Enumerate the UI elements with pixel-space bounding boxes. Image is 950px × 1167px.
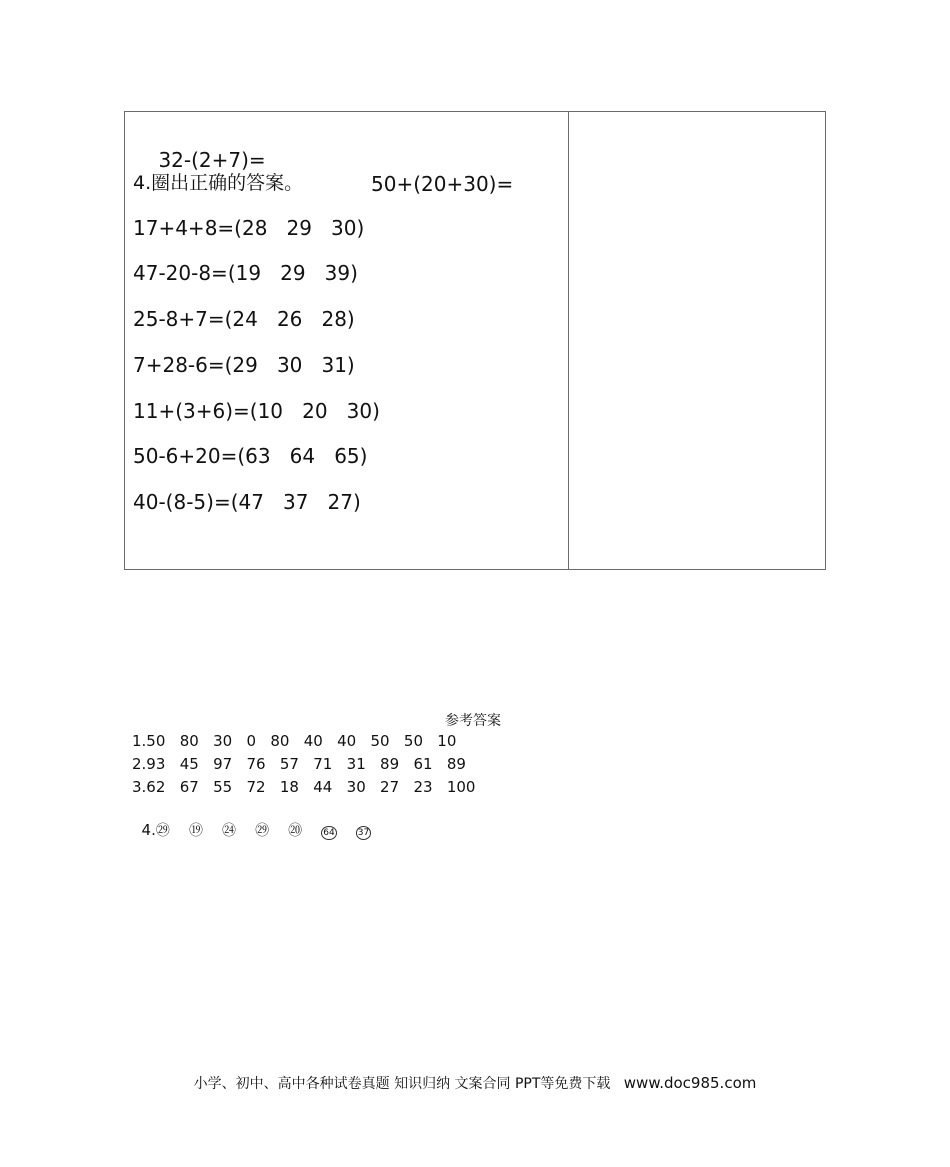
circled-answer: ⑳	[288, 823, 303, 839]
column-divider	[568, 112, 569, 569]
footer-text: 小学、初中、高中各种试卷真题 知识归纳 文案合同 PPT等免费下载	[193, 1076, 611, 1092]
q4-item: 50-6+20=(63 64 65)	[133, 444, 368, 468]
q4-item: 47-20-8=(19 29 39)	[133, 261, 358, 285]
circled-answer: ㉙	[155, 823, 170, 839]
q3-expr-right: 50+(20+30)=	[371, 172, 514, 196]
q4-item: 17+4+8=(28 29 30)	[133, 216, 365, 240]
q4-item: 7+28-6=(29 30 31)	[133, 353, 355, 377]
q4-item: 11+(3+6)=(10 20 30)	[133, 399, 380, 423]
q4-item: 40-(8-5)=(47 37 27)	[133, 490, 361, 514]
answer-line-q4	[132, 800, 371, 843]
circled-answer: ㉔	[222, 823, 237, 839]
answer-q4-prefix: 4.	[141, 821, 156, 839]
q3-expr-left: 32-(2+7)=	[158, 148, 266, 172]
exercise-table	[124, 111, 826, 570]
circled-answer: ㉙	[255, 823, 270, 839]
q4-heading: 4.圈出正确的答案。	[133, 172, 304, 194]
circled-answer: 64	[323, 828, 335, 838]
answer-line: 3.62 67 55 72 18 44 30 27 23 100	[132, 778, 476, 796]
circled-answer: ⑲	[188, 823, 203, 839]
q4-item: 25-8+7=(24 26 28)	[133, 307, 355, 331]
footer-site-link[interactable]: www.doc985.com	[623, 1074, 757, 1092]
answer-line: 2.93 45 97 76 57 71 31 89 61 89	[132, 755, 466, 773]
footer	[0, 1073, 950, 1093]
answer-line: 1.50 80 30 0 80 40 40 50 50 10	[132, 732, 457, 750]
circled-answer: 37	[357, 828, 370, 838]
answer-key-title-text: 参考答案	[445, 713, 501, 729]
